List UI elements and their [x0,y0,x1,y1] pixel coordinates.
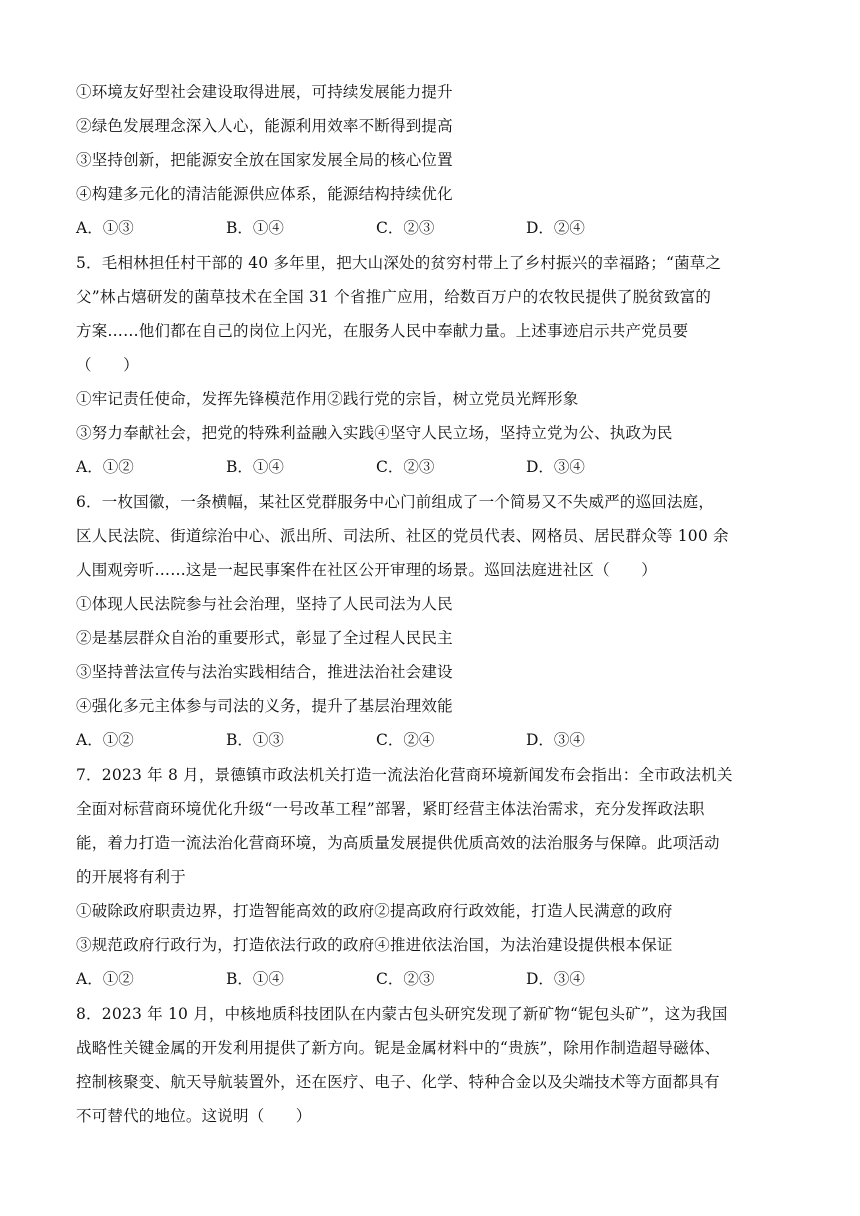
q5-stem-line-3: 方案……他们都在自己的岗位上闪光，在服务人民中奉献力量。上述事迹启示共产党员要 [76,322,689,340]
q7-option-a: A．①② [76,970,134,988]
q7-stem-line-2: 全面对标营商环境优化升级“一号改革工程”部署，紧盯经营主体法治需求，充分发挥政法职 [76,800,705,818]
q5-option-c: C．②③ [376,458,435,476]
q7-statement-1: ①破除政府职责边界，打造智能高效的政府②提高政府行政效能，打造人民满意的政府 [76,902,673,920]
q6-option-a: A．①② [76,731,134,749]
q4-option-c: C．②③ [376,219,435,237]
q8-stem-line-3: 控制核聚变、航天导航装置外，还在医疗、电子、化学、特种合金以及尖端技术等方面都具有 [76,1073,720,1091]
q4-statement-3: ③坚持创新，把能源安全放在国家发展全局的核心位置 [76,151,453,169]
q7-option-c: C．②③ [376,970,435,988]
q4-statement-2: ②绿色发展理念深入人心，能源利用效率不断得到提高 [76,117,453,135]
q5-statement-2: ③努力奉献社会，把党的特殊利益融入实践④坚守人民立场，坚持立党为公、执政为民 [76,424,673,442]
q6-statement-3: ③坚持普法宣传与法治实践相结合，推进法治社会建设 [76,663,453,681]
q5-option-a: A．①② [76,458,134,476]
q7-option-d: D．③④ [526,970,585,988]
q4-options [76,218,796,238]
q6-option-b: B．①③ [226,731,284,749]
q6-option-d: D．③④ [526,731,585,749]
q5-stem-line-1: 5．毛相林担任村干部的 40 多年里，把大山深处的贫穷村带上了乡村振兴的幸福路；“菌草之 [76,254,722,272]
q6-stem-line-1: 6．一枚国徽，一条横幅，某社区党群服务中心门前组成了一个简易又不失威严的巡回法庭， [76,493,715,511]
q6-statement-1: ①体现人民法院参与社会治理，坚持了人民司法为人民 [76,595,453,613]
q4-option-b: B．①④ [226,219,284,237]
q7-stem-line-3: 能，着力打造一流法治化营商环境，为高质量发展提供优质高效的法治服务与保障。此项活动 [76,834,720,852]
q5-statement-1: ①牢记责任使命，发挥先锋模范作用②践行党的宗旨，树立党员光辉形象 [76,390,579,408]
q4-option-a: A．①③ [76,219,134,237]
q6-option-c: C．②④ [376,731,435,749]
q8-stem-line-4: 不可替代的地位。这说明（ ） [76,1107,312,1125]
q8-stem-line-2: 战略性关键金属的开发利用提供了新方向。铌是金属材料中的“贵族”，除用作制造超导磁体、 [76,1039,721,1057]
q6-statement-4: ④强化多元主体参与司法的义务，提升了基层治理效能 [76,697,453,715]
q4-option-d: D．②④ [526,219,585,237]
q5-options [76,457,796,477]
q7-statement-2: ③规范政府行政行为，打造依法行政的政府④推进依法治国，为法治建设提供根本保证 [76,936,673,954]
q7-option-b: B．①④ [226,970,284,988]
q5-answer-bracket: （ ） [76,356,139,374]
q4-statement-1: ①环境友好型社会建设取得进展，可持续发展能力提升 [76,83,453,101]
q4-statement-4: ④构建多元化的清洁能源供应体系，能源结构持续优化 [76,185,453,203]
q5-stem-line-2: 父”林占熺研发的菌草技术在全国 31 个省推广应用，给数百万户的农牧民提供了脱贫致富的 [76,288,712,306]
q6-statement-2: ②是基层群众自治的重要形式，彰显了全过程人民民主 [76,629,453,647]
q6-options [76,730,796,750]
q7-stem-line-4: 的开展将有利于 [76,868,186,886]
q5-option-d: D．③④ [526,458,585,476]
q7-stem-line-1: 7．2023 年 8 月，景德镇市政法机关打造一流法治化营商环境新闻发布会指出：全市政法机关 [76,766,733,784]
q5-option-b: B．①④ [226,458,284,476]
q6-stem-line-3: 人围观旁听……这是一起民事案件在社区公开审理的场景。巡回法庭进社区（ ） [76,561,657,579]
q7-options [76,969,796,989]
q8-stem-line-1: 8．2023 年 10 月，中核地质科技团队在内蒙古包头研究发现了新矿物“铌包头矿”，这为我国 [76,1005,728,1023]
q6-stem-line-2: 区人民法院、街道综治中心、派出所、司法所、社区的党员代表、网格员、居民群众等 100 余 [76,527,729,545]
